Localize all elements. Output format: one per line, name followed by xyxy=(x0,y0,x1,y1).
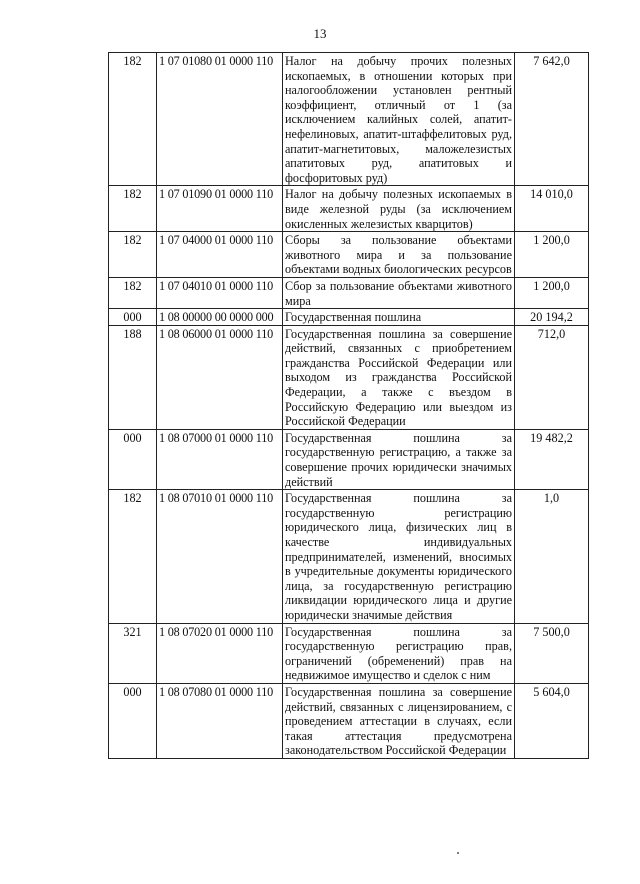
admin-code-cell: 000 xyxy=(109,683,157,758)
table-row xyxy=(109,232,589,278)
table-row xyxy=(109,277,589,308)
revenue-name-cell: Государственная пошлина за государственную регистрацию прав, ограничений (обременений) прав на недвижимое имущество и сделок с ним xyxy=(283,623,515,683)
amount-cell: 5 604,0 xyxy=(515,683,589,758)
revenue-name-cell: Налог на добычу прочих полезных ископаемых, в отношении которых при налогообложении установлен рентный коэффициент, отличный от 1 (за исключением калийных солей, апатит-нефелиновых, апатит-штаффелитовых руд, апатит-магнетитовых, маложелезистых апатитовых руд, апатитовых и фосфоритовых руд) xyxy=(283,53,515,186)
admin-code-cell: 182 xyxy=(109,186,157,232)
table-row xyxy=(109,490,589,623)
admin-code-cell: 321 xyxy=(109,623,157,683)
revenue-name-cell: Государственная пошлина за совершение действий, связанных с лицензированием, с проведением аттестации в случаях, если такая аттестация предусмотрена законодательством Российской Федерации xyxy=(283,683,515,758)
classification-code-cell: 1 07 01090 01 0000 110 xyxy=(157,186,283,232)
admin-code-cell: 000 xyxy=(109,429,157,489)
revenue-table-body xyxy=(109,53,589,759)
classification-code-cell: 1 08 06000 01 0000 110 xyxy=(157,325,283,429)
revenue-name-cell: Сборы за пользование объектами животного мира и за пользование объектами водных биологических ресурсов xyxy=(283,232,515,278)
amount-cell: 14 010,0 xyxy=(515,186,589,232)
scan-speck-mark xyxy=(457,852,459,854)
classification-code-cell: 1 08 07080 01 0000 110 xyxy=(157,683,283,758)
admin-code-cell: 182 xyxy=(109,53,157,186)
classification-code-cell: 1 08 00000 00 0000 000 xyxy=(157,309,283,326)
table-row xyxy=(109,325,589,429)
amount-cell: 7 500,0 xyxy=(515,623,589,683)
amount-cell: 1 200,0 xyxy=(515,277,589,308)
revenue-name-cell: Государственная пошлина за государственную регистрацию юридического лица, физических лиц в качестве индивидуальных предпринимателей, изменений, вносимых в учредительные документы юридического лица, за государственную регистрацию ликвидации юридического лица и другие юридически значимые действия xyxy=(283,490,515,623)
classification-code-cell: 1 07 04010 01 0000 110 xyxy=(157,277,283,308)
admin-code-cell: 188 xyxy=(109,325,157,429)
classification-code-cell: 1 07 04000 01 0000 110 xyxy=(157,232,283,278)
revenue-name-cell: Государственная пошлина за государственную регистрацию, а также за совершение прочих юридически значимых действий xyxy=(283,429,515,489)
amount-cell: 1,0 xyxy=(515,490,589,623)
classification-code-cell: 1 08 07020 01 0000 110 xyxy=(157,623,283,683)
revenue-table xyxy=(108,52,589,759)
table-row xyxy=(109,623,589,683)
classification-code-cell: 1 08 07000 01 0000 110 xyxy=(157,429,283,489)
page-number: 13 xyxy=(313,26,327,41)
admin-code-cell: 182 xyxy=(109,490,157,623)
revenue-name-cell: Государственная пошлина xyxy=(283,309,515,326)
amount-cell: 712,0 xyxy=(515,325,589,429)
revenue-name-cell: Налог на добычу полезных ископаемых в виде железной руды (за исключением окисленных железистых кварцитов) xyxy=(283,186,515,232)
table-row xyxy=(109,186,589,232)
table-row xyxy=(109,309,589,326)
admin-code-cell: 182 xyxy=(109,232,157,278)
amount-cell: 19 482,2 xyxy=(515,429,589,489)
amount-cell: 1 200,0 xyxy=(515,232,589,278)
amount-cell: 7 642,0 xyxy=(515,53,589,186)
classification-code-cell: 1 07 01080 01 0000 110 xyxy=(157,53,283,186)
admin-code-cell: 182 xyxy=(109,277,157,308)
amount-cell: 20 194,2 xyxy=(515,309,589,326)
revenue-name-cell: Сбор за пользование объектами животного мира xyxy=(283,277,515,308)
table-row xyxy=(109,53,589,186)
revenue-name-cell: Государственная пошлина за совершение действий, связанных с приобретением гражданства Российской Федерации или выходом из гражданства Российской Федерации, а также с въездом в Российскую Федерацию или выездом из Российской Федерации xyxy=(283,325,515,429)
admin-code-cell: 000 xyxy=(109,309,157,326)
classification-code-cell: 1 08 07010 01 0000 110 xyxy=(157,490,283,623)
table-row xyxy=(109,429,589,489)
table-row xyxy=(109,683,589,758)
